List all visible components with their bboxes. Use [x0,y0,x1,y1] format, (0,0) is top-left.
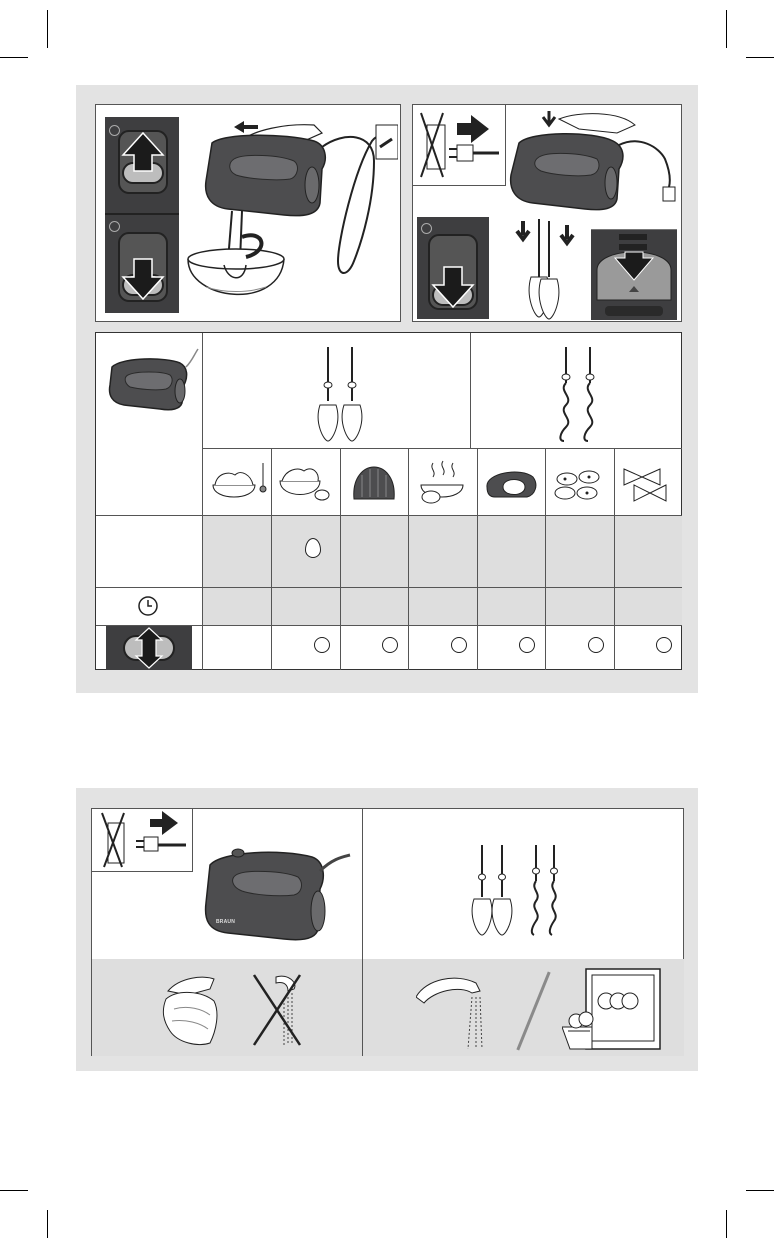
no-water-icon [248,969,304,1049]
time-row [203,588,682,625]
quantity-row [203,516,682,587]
speed-setting-circle [451,637,467,653]
eject-button-icon [591,230,677,320]
dishwasher-icon [562,965,666,1055]
speed-up-arrow-icon [115,127,171,197]
speed-down-arrow-icon [115,229,171,305]
speed-down-arrow-icon [425,231,481,313]
dough-hooks-icon [550,343,610,443]
beaters-release-icon [513,217,583,321]
crop-mark [726,10,727,48]
egg-icon [305,538,321,558]
cookie-dough-icon [549,457,609,507]
bread-dough-icon [481,457,541,507]
column-divider [271,448,272,670]
speed-switch-icon [106,626,192,670]
speed-switch-strip [105,117,179,313]
crop-mark [0,57,28,58]
column-divider [614,448,615,670]
mixer-illustration [202,839,352,949]
eject-switch-strip [417,217,489,319]
crop-mark [47,1210,48,1238]
pasta-dough-icon [618,457,678,507]
attachments-icon [468,841,568,937]
speed-setting-circle [588,637,604,653]
column-divider [477,448,478,670]
mixer-operating-icon [184,111,398,317]
egg-whites-icon [276,457,336,507]
eject-button-inset [591,229,677,320]
beaters-icon [310,343,370,443]
speed-setting-circle [656,637,672,653]
eject-illustration-box [412,104,682,322]
operation-illustration-box [95,104,401,322]
speed-setting-circle [314,637,330,653]
crop-mark [726,1210,727,1238]
crop-mark [746,57,774,58]
mashed-potato-icon [413,457,473,507]
speed-setting-circle [382,637,398,653]
unplug-inset [92,809,193,872]
crop-mark [746,1190,774,1191]
no-unplug-icon [413,105,505,185]
wipe-cloth-icon [158,969,228,1049]
crop-mark [47,10,48,48]
column-divider [408,448,409,670]
unplug-inset [413,105,506,186]
speed-setting-circle [519,637,535,653]
crop-mark [0,1190,28,1191]
mixer-icon [106,347,200,413]
tap-water-icon [416,969,496,1053]
clock-icon [137,595,159,617]
brand-logo: BRAUN [216,919,236,925]
cleaning-box [91,808,684,1056]
whipping-cream-icon [207,457,267,507]
column-divider [545,448,546,670]
usage-table [95,332,682,670]
power-plug-icon [509,107,679,217]
cake-mix-icon [344,457,404,507]
unplug-icon [92,809,192,871]
column-divider [340,448,341,670]
